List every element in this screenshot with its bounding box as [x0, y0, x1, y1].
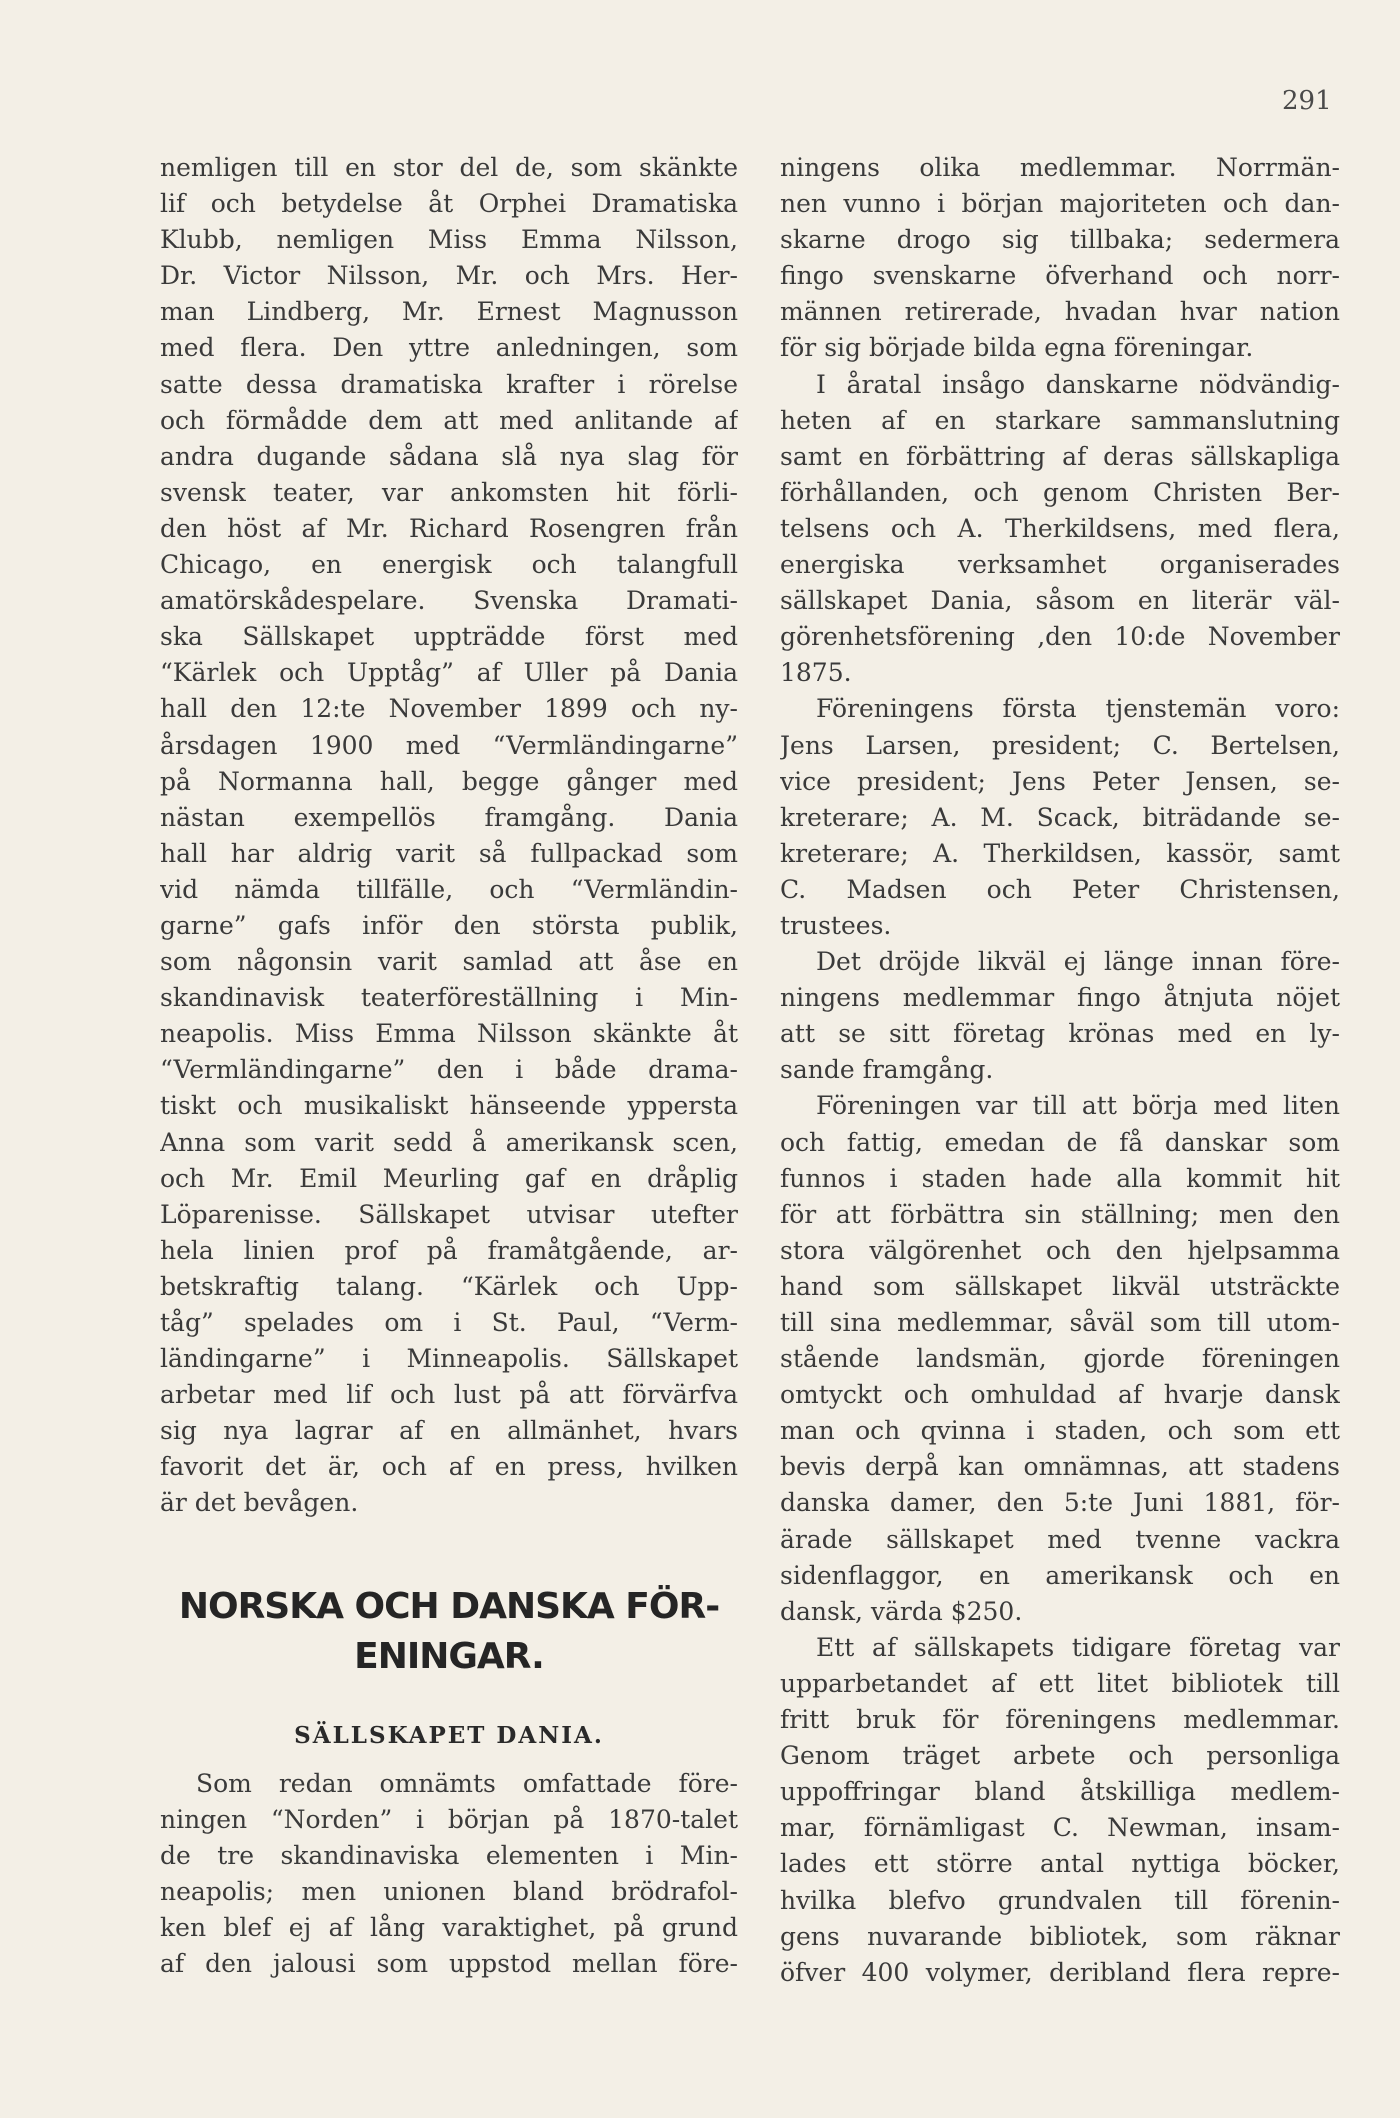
text-line: vid nämda tillfälle, och “Vermländin- [160, 874, 738, 904]
text-line: fritt bruk för föreningens medlemmar. [780, 1705, 1340, 1735]
paragraph [780, 1088, 1340, 1629]
section-heading-line-2: ENINGAR. [354, 1635, 544, 1677]
text-line: männen retirerade, hvadan hvar nation [780, 297, 1340, 327]
text-line: Föreningens första tjenstemän voro: [816, 694, 1340, 724]
text-line: stående landsmän, gjorde föreningen [780, 1344, 1340, 1374]
text-line: sig nya lagrar af en allmänhet, hvars [160, 1416, 738, 1446]
text-line: ken blef ej af lång varaktighet, på grund [160, 1912, 738, 1942]
text-line: hvilka blefvo grundvalen till förenin- [780, 1885, 1340, 1915]
text-line: kreterare; A. M. Scack, biträdande se- [780, 802, 1340, 832]
text-line: “Kärlek och Upptåg” af Uller på Dania [160, 658, 738, 688]
text-line: betskraftig talang. “Kärlek och Upp- [160, 1271, 738, 1301]
text-line: hela linien prof på framåtgående, ar- [160, 1235, 738, 1265]
text-line: neapolis; men unionen bland brödrafol- [160, 1876, 738, 1906]
text-line: är det bevågen. [160, 1488, 359, 1518]
text-line: upparbetandet af ett litet bibliotek till [780, 1668, 1340, 1698]
text-line: danska damer, den 5:te Juni 1881, för- [780, 1488, 1340, 1518]
text-line: och förmådde dem att med anlitande af [160, 405, 738, 435]
text-line: för sig började bilda egna föreningar. [780, 333, 1254, 363]
text-line: ningens olika medlemmar. Norrmän- [780, 153, 1340, 182]
text-line: hand som sällskapet likväl utsträckte [780, 1271, 1340, 1301]
text-line: heten af en starkare sammanslutning [780, 405, 1340, 435]
text-line: gens nuvarande bibliotek, som räknar [780, 1921, 1340, 1951]
text-line: amatörskådespelare. Svenska Dramati- [160, 586, 738, 616]
text-line: ningen “Norden” i början på 1870-talet [160, 1804, 738, 1834]
text-line: fingo svenskarne öfverhand och norr- [780, 261, 1340, 291]
text-line: på Normanna hall, begge gånger med [160, 766, 738, 796]
text-line: Löparenisse. Sällskapet utvisar utefter [160, 1199, 738, 1229]
page-number: 291 [1282, 86, 1332, 116]
text-line: sidenflaggor, en amerikansk och en [780, 1560, 1340, 1590]
text-line: bevis derpå kan omnämnas, att stadens [780, 1452, 1340, 1482]
text-line: nemligen till en stor del de, som skänkte [160, 153, 738, 182]
text-line: dansk, värda $250. [780, 1596, 1023, 1626]
text-line: till sina medlemmar, såväl som till utom- [780, 1308, 1340, 1337]
paragraph [160, 150, 738, 1522]
right-column [780, 150, 1340, 1991]
text-line: Genom träget arbete och personliga [780, 1741, 1340, 1771]
paragraph [780, 1630, 1340, 1991]
text-line: och fattig, emedan de få danskar som [780, 1127, 1340, 1157]
text-line: trustees. [780, 910, 892, 940]
section-heading-line-1: NORSKA OCH DANSKA FÖR- [178, 1585, 720, 1627]
text-line: nästan exempellös framgång. Dania [160, 802, 738, 832]
text-line: man och qvinna i staden, och som ett [780, 1416, 1340, 1446]
subsection-heading: SÄLLSKAPET DANIA. [294, 1721, 604, 1749]
text-line: görenhetsförening ,den 10:de November [780, 622, 1340, 652]
text-line: favorit det är, och af en press, hvilken [160, 1452, 738, 1482]
text-line: C. Madsen och Peter Christensen, [780, 874, 1340, 904]
text-line: den höst af Mr. Richard Rosengren från [160, 513, 738, 543]
text-line: vice president; Jens Peter Jensen, se- [780, 766, 1340, 796]
text-line: sande framgång. [780, 1055, 994, 1085]
text-line: funnos i staden hade alla kommit hit [780, 1163, 1340, 1193]
text-line: Ett af sällskapets tidigare företag var [816, 1632, 1340, 1662]
text-line: öfver 400 volymer, deribland flera repre- [780, 1957, 1340, 1987]
text-line: och Mr. Emil Meurling gaf en dråplig [160, 1163, 738, 1193]
text-line: mar, förnämligast C. Newman, insam- [780, 1813, 1340, 1843]
text-line: ärade sällskapet med tvenne vackra [780, 1524, 1340, 1554]
text-line: med flera. Den yttre anledningen, som [160, 333, 738, 363]
text-line: hall den 12:te November 1899 och ny- [160, 694, 738, 724]
text-line: arbetar med lif och lust på att förvärfva [160, 1380, 738, 1410]
text-line: för att förbättra sin ställning; men den [780, 1199, 1340, 1229]
text-line: Som redan omnämts omfattade före- [196, 1768, 738, 1798]
text-line: tiskt och musikaliskt hänseende yppersta [160, 1091, 738, 1121]
text-line: förhållanden, och genom Christen Ber- [780, 477, 1340, 507]
paragraph [780, 150, 1340, 367]
text-line: lif och betydelse åt Orphei Dramatiska [160, 189, 738, 219]
paragraph [160, 1766, 738, 1983]
text-line: Dr. Victor Nilsson, Mr. och Mrs. Her- [160, 261, 738, 291]
text-line: omtyckt och omhuldad af hvarje dansk [780, 1380, 1340, 1410]
text-line: de tre skandinaviska elementen i Min- [160, 1840, 738, 1870]
text-line: sällskapet Dania, såsom en literär väl- [780, 586, 1340, 616]
text-line: Chicago, en energisk och talangfull [160, 550, 738, 580]
text-line: Anna som varit sedd å amerikansk scen, [160, 1127, 738, 1157]
text-line: skandinavisk teaterföreställning i Min- [160, 983, 738, 1013]
text-line: ländingarne” i Minneapolis. Sällskapet [160, 1344, 738, 1374]
text-line: satte dessa dramatiska krafter i rörelse [160, 369, 738, 399]
text-line: energiska verksamhet organiserades [780, 550, 1340, 580]
text-line: af den jalousi som uppstod mellan före- [160, 1949, 738, 1979]
text-line: som någonsin varit samlad att åse en [160, 947, 738, 977]
text-line: garne” gafs inför den största publik, [160, 910, 738, 940]
text-line: stora välgörenhet och den hjelpsamma [780, 1235, 1340, 1265]
text-line: Föreningen var till att börja med liten [816, 1091, 1340, 1121]
text-line: neapolis. Miss Emma Nilsson skänkte åt [160, 1019, 738, 1049]
text-line: tåg” spelades om i St. Paul, “Verm- [160, 1308, 738, 1337]
text-line: lades ett större antal nyttiga böcker, [780, 1849, 1340, 1879]
text-line: svensk teater, var ankomsten hit förli- [160, 477, 738, 507]
text-line: uppoffringar bland åtskilliga medlem- [780, 1777, 1340, 1807]
text-line: kreterare; A. Therkildsen, kassör, samt [780, 838, 1340, 868]
text-line: Klubb, nemligen Miss Emma Nilsson, [160, 225, 738, 255]
text-line: ningens medlemmar fingo åtnjuta nöjet [780, 983, 1340, 1013]
text-line: ska Sällskapet uppträdde först med [160, 622, 738, 652]
text-line: Det dröjde likväl ej länge innan före- [816, 947, 1340, 977]
text-line: man Lindberg, Mr. Ernest Magnusson [160, 297, 738, 327]
text-line: I åratal insågo danskarne nödvändig- [816, 369, 1340, 399]
text-line: nen vunno i början majoriteten och dan- [780, 189, 1340, 219]
paragraph [780, 367, 1340, 692]
text-line: årsdagen 1900 med “Vermländingarne” [160, 730, 738, 760]
left-column [160, 150, 738, 1982]
text-line: Jens Larsen, president; C. Bertelsen, [780, 730, 1340, 760]
text-line: 1875. [780, 658, 852, 688]
text-line: andra dugande sådana slå nya slag för [160, 441, 738, 471]
text-line: hall har aldrig varit så fullpackad som [160, 838, 738, 868]
text-line: samt en förbättring af deras sällskapliga [780, 441, 1340, 471]
paragraph [780, 691, 1340, 944]
text-line: att se sitt företag krönas med en ly- [780, 1019, 1340, 1049]
text-line: skarne drogo sig tillbaka; sedermera [780, 225, 1340, 255]
text-line: telsens och A. Therkildsens, med flera, [780, 513, 1340, 543]
paragraph [780, 944, 1340, 1088]
text-line: “Vermländingarne” den i både drama- [160, 1055, 738, 1085]
